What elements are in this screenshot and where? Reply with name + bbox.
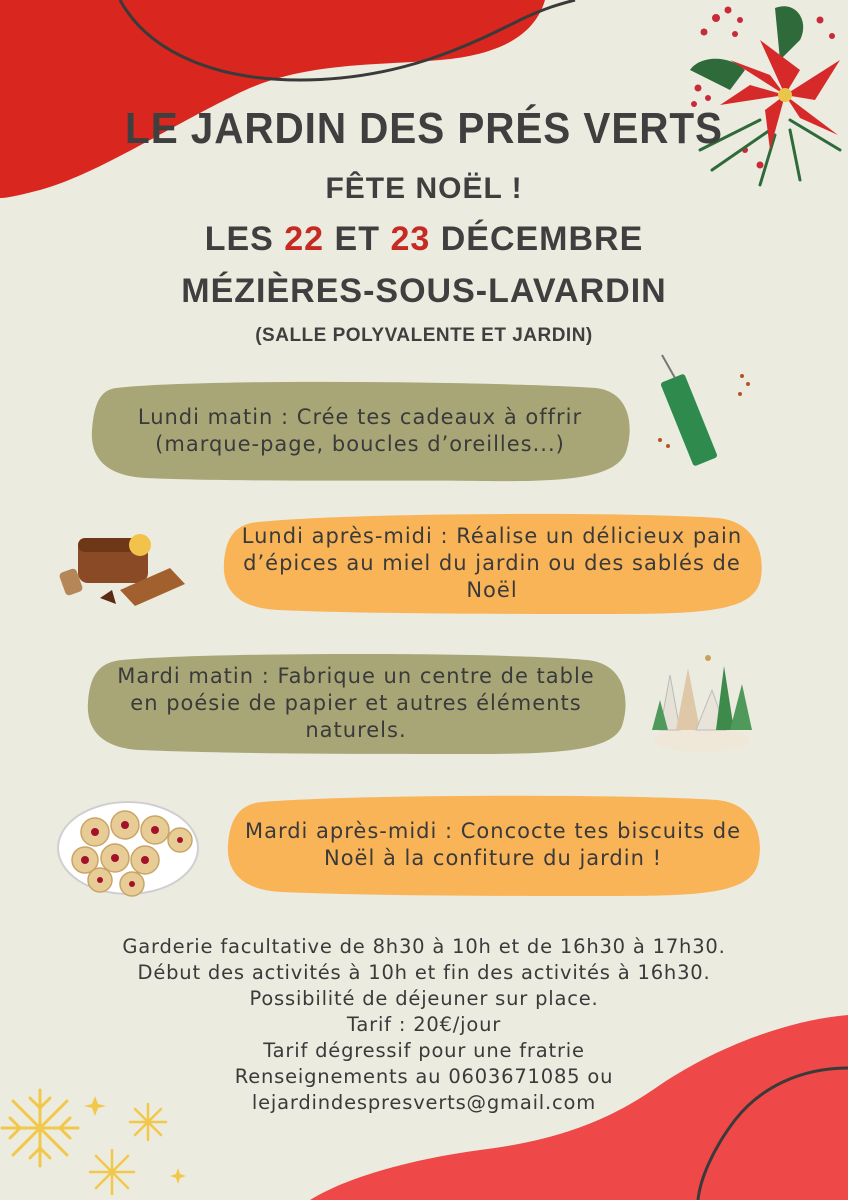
activity-monday-afternoon (218, 510, 766, 616)
info-lunch: Possibilité de déjeuner sur place. (249, 987, 599, 1010)
info-daycare: Garderie facultative de 8h30 à 10h et de 16h30 à 17h30. (122, 935, 726, 958)
dates-suffix: DÉCEMBRE (430, 220, 644, 258)
info-contact-email[interactable]: lejardindespresverts@gmail.com (251, 1091, 597, 1114)
event-venue: (SALLE POLYVALENTE ET JARDIN) (255, 325, 593, 346)
paper-village-icon (652, 655, 752, 752)
info-contact-phone: Renseignements au 0603671085 ou (234, 1065, 614, 1088)
activity-text: Lundi matin : Crée tes cadeaux à offrir (marque-page, boucles d’oreilles...) (137, 405, 583, 456)
poinsettia-icon (690, 6, 840, 185)
info-price: Tarif : 20€/jour (346, 1013, 502, 1036)
activity-tuesday-morning (82, 650, 630, 756)
activity-tuesday-afternoon (222, 792, 764, 898)
info-sibling-price: Tarif dégressif pour une fratrie (263, 1039, 585, 1062)
event-subtitle: FÊTE NOËL ! (325, 172, 523, 205)
dates-and: ET (324, 220, 391, 258)
event-dates (0, 220, 848, 259)
dates-prefix: LES (204, 220, 285, 258)
page-title: LE JARDIN DES PRÉS VERTS (125, 104, 723, 153)
activity-text: Mardi matin : Fabrique un centre de table en poésie de papier et autres éléments naturels. (117, 663, 595, 742)
gingerbread-icon (58, 534, 185, 606)
practical-info (0, 934, 848, 1116)
activity-text: Mardi après-midi : Concocte tes biscuits de Noël à la confiture du jardin ! (244, 819, 742, 870)
info-hours: Début des activités à 10h et fin des activités à 16h30. (137, 961, 711, 984)
day-two: 23 (390, 220, 431, 258)
activity-text: Lundi après-midi : Réalise un délicieux pain d’épices au miel du jardin ou des sablés de Noël (241, 523, 743, 602)
activity-monday-morning (86, 378, 634, 484)
red-blob-top-left (0, 0, 545, 198)
cookies-plate-icon (58, 802, 198, 896)
bookmark-icon (658, 355, 750, 467)
day-one: 22 (284, 220, 325, 258)
event-location: MÉZIÈRES-SOUS-LAVARDIN (181, 272, 667, 310)
